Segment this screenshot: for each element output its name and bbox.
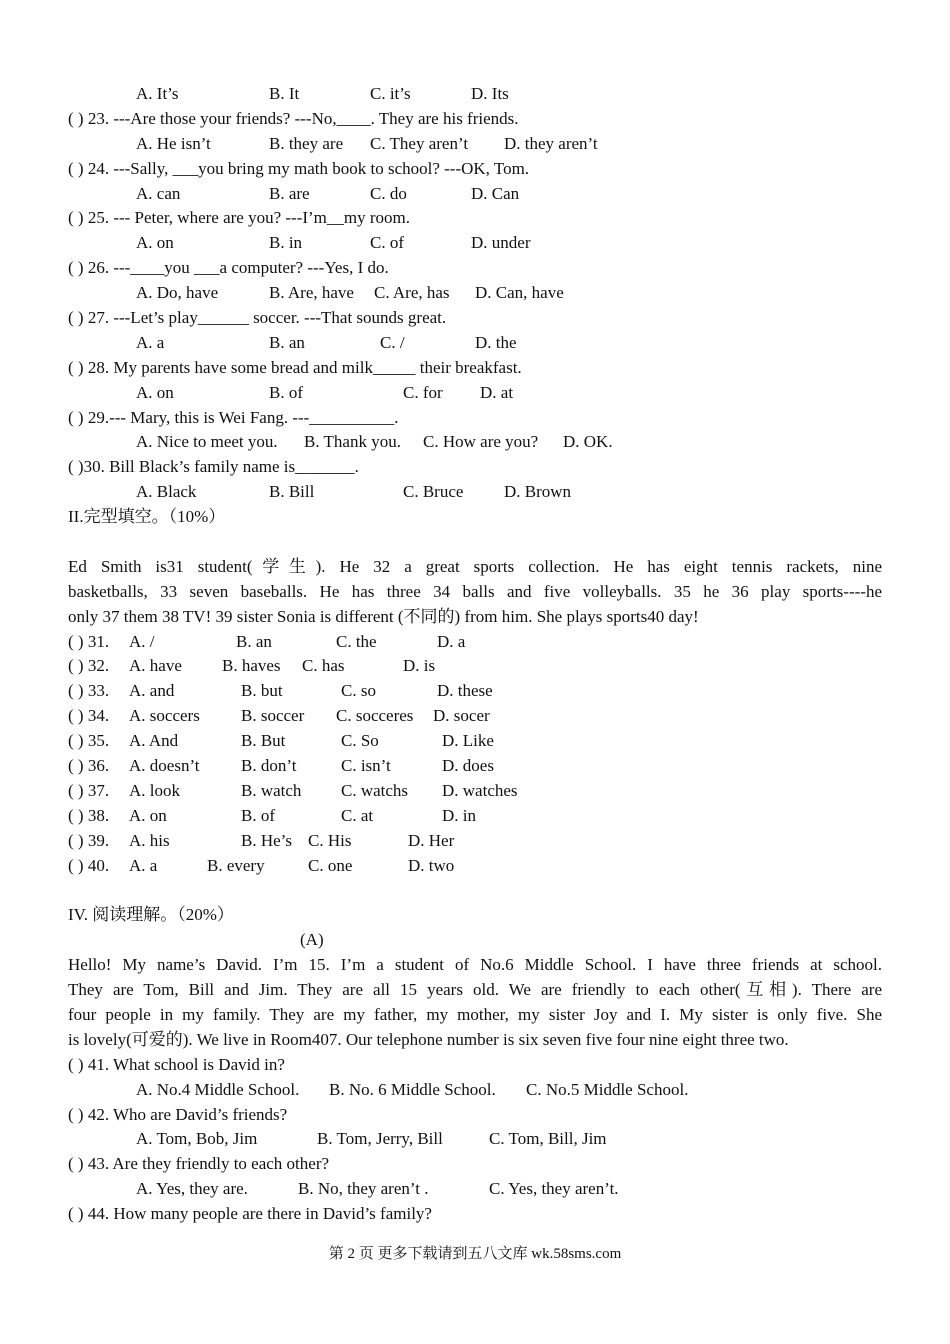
reading-passage-line: They are Tom, Bill and Jim. They are all 15 years old. We are friendly to each other(互相). There are [68, 980, 882, 1000]
question-stem: ( ) 41. What school is David in? [68, 1054, 285, 1074]
option: A. a [136, 332, 165, 352]
option: C. so [341, 681, 376, 701]
option: D. OK. [563, 432, 613, 452]
option: A. No.4 Middle School. [136, 1079, 300, 1099]
question-number: ( ) 37. [68, 780, 110, 800]
option: D. Can, have [475, 283, 564, 303]
cloze-question [68, 729, 882, 754]
option: D. they aren’t [504, 133, 598, 153]
option: B. Bill [269, 482, 315, 502]
option: B. don’t [241, 756, 297, 776]
cloze-question [68, 679, 882, 704]
option: B. an [236, 631, 272, 651]
cloze-question [68, 804, 882, 829]
option: A. It’s [136, 84, 179, 103]
question-options [68, 1078, 882, 1103]
option: C. the [336, 631, 377, 651]
question-stem: ( ) 24. ---Sally, ___you bring my math book to school? ---OK, Tom. [68, 158, 530, 178]
option: D. the [475, 332, 517, 352]
option: B. an [269, 332, 305, 352]
question-number: ( ) 34. [68, 706, 110, 726]
question-stem: ( ) 28. My parents have some bread and milk_____ their breakfast. [68, 357, 522, 377]
option: B. But [241, 731, 286, 751]
option: C. They aren’t [370, 133, 469, 153]
option: A. on [129, 805, 167, 825]
option: A. on [136, 233, 174, 253]
option: B. No, they aren’t . [298, 1179, 429, 1199]
question-options [68, 182, 882, 207]
option: A. Yes, they are. [136, 1179, 248, 1199]
question-stem: ( ) 44. How many people are there in David’s family? [68, 1204, 432, 1224]
option: B. Tom, Jerry, Bill [317, 1129, 443, 1149]
option: A. his [129, 830, 170, 850]
option: B. in [269, 233, 303, 253]
option: D. these [437, 681, 493, 701]
question-stem: ( )30. Bill Black’s family name is_______. [68, 457, 359, 477]
option: B. watch [241, 780, 302, 800]
question-number: ( ) 31. [68, 631, 110, 651]
cloze-question [68, 829, 882, 854]
section-heading-cloze: II.完型填空。（10%） [68, 507, 226, 527]
cloze-passage-line: basketballs, 33 seven baseballs. He has three 34 balls and five volleyballs. 35 he 36 play sports----he [68, 581, 882, 601]
cloze-question [68, 654, 882, 679]
section-heading-reading: IV. 阅读理解。（20%） [68, 905, 234, 925]
question-number: ( ) 40. [68, 855, 110, 875]
cloze-question [68, 754, 882, 779]
option: C. one [308, 855, 353, 875]
question-options [68, 1177, 882, 1202]
option: B. Are, have [269, 283, 354, 303]
option: B. are [269, 183, 310, 203]
option: D. watches [442, 780, 518, 800]
question-number: ( ) 35. [68, 731, 110, 751]
option: B. He’s [241, 830, 292, 850]
option: C. No.5 Middle School. [526, 1079, 689, 1099]
option: A. look [129, 780, 180, 800]
option: C. Are, has [374, 283, 450, 303]
option: D. Brown [504, 482, 572, 502]
reading-passage-line: Hello! My name’s David. I’m 15. I’m a student of No.6 Middle School. I have three friends at school. [68, 955, 882, 975]
question-number: ( ) 38. [68, 805, 110, 825]
option: C. How are you? [423, 432, 539, 452]
q22-options [68, 82, 882, 107]
option: B. every [207, 855, 265, 875]
option: B. No. 6 Middle School. [329, 1079, 496, 1099]
option: D. Its [471, 84, 509, 103]
cloze-question [68, 854, 882, 879]
reading-section-label: (A) [300, 930, 324, 950]
option: B. of [241, 805, 275, 825]
cloze-question [68, 630, 882, 655]
option: B. they are [269, 133, 344, 153]
question-stem: ( ) 25. --- Peter, where are you? ---I’m__my room. [68, 208, 411, 228]
option: A. doesn’t [129, 756, 200, 776]
option: A. / [129, 631, 155, 651]
option: A. and [129, 681, 175, 701]
question-options [68, 231, 882, 256]
question-stem: ( ) 27. ---Let’s play______ soccer. ---That sounds great. [68, 308, 447, 328]
option: C. has [302, 656, 345, 676]
option: C. at [341, 805, 374, 825]
option: A. have [129, 656, 182, 676]
option: B. of [269, 382, 303, 402]
option: D. at [480, 382, 514, 402]
option: D. in [442, 805, 476, 825]
option: D. under [471, 233, 531, 253]
question-stem: ( ) 43. Are they friendly to each other? [68, 1154, 330, 1174]
option: C. So [341, 731, 379, 751]
cloze-passage-line: only 37 them 38 TV! 39 sister Sonia is different (不同的) from him. She plays sports40 day! [68, 606, 699, 626]
option: C. isn’t [341, 756, 391, 776]
option: C. / [380, 332, 405, 352]
cloze-question [68, 779, 882, 804]
question-options [68, 430, 882, 455]
option: D. socer [433, 706, 490, 726]
question-number: ( ) 39. [68, 830, 110, 850]
question-options [68, 381, 882, 406]
question-number: ( ) 36. [68, 756, 110, 776]
option: A. And [129, 731, 179, 751]
option: C. Bruce [403, 482, 464, 502]
option: A. Tom, Bob, Jim [136, 1129, 258, 1149]
option: A. on [136, 382, 174, 402]
exam-page [68, 82, 882, 1227]
option: D. a [437, 631, 466, 651]
option: B. haves [222, 656, 281, 676]
option: D. Like [442, 731, 494, 751]
question-number: ( ) 33. [68, 681, 110, 701]
option: C. Yes, they aren’t. [489, 1179, 619, 1199]
option: C. watchs [341, 780, 409, 800]
option: D. Can [471, 183, 520, 203]
option: C. His [308, 830, 352, 850]
question-stem: ( ) 23. ---Are those your friends? ---No,____. They are his friends. [68, 108, 519, 128]
option: A. can [136, 183, 181, 203]
option: B. but [241, 681, 283, 701]
question-options [68, 480, 882, 505]
option: A. Do, have [136, 283, 219, 303]
question-stem: ( ) 42. Who are David’s friends? [68, 1104, 288, 1124]
option: A. Black [136, 482, 197, 502]
option: B. It [269, 84, 300, 103]
option: B. Thank you. [304, 432, 401, 452]
page-footer: 第 2 页 更多下载请到五八文库 wk.58sms.com [328, 1246, 622, 1262]
option: C. of [370, 233, 404, 253]
question-number: ( ) 32. [68, 656, 110, 676]
option: A. He isn’t [136, 133, 211, 153]
option: A. a [129, 855, 158, 875]
option: C. for [403, 382, 443, 402]
option: C. do [370, 183, 407, 203]
question-options [68, 1127, 882, 1152]
option: C. it’s [370, 84, 411, 103]
option: B. soccer [241, 706, 305, 726]
option: D. two [408, 855, 455, 875]
cloze-question [68, 704, 882, 729]
question-stem: ( ) 26. ---____you ___a computer? ---Yes, I do. [68, 258, 389, 278]
reading-passage-line: is lovely(可爱的). We live in Room407. Our telephone number is six seven five four nine eight three two. [68, 1029, 789, 1049]
option: D. is [403, 656, 436, 676]
option: D. Her [408, 830, 455, 850]
option: A. Nice to meet you. [136, 432, 278, 452]
option: D. does [442, 756, 494, 776]
option: A. soccers [129, 706, 200, 726]
question-options [68, 281, 882, 306]
option: C. Tom, Bill, Jim [489, 1129, 607, 1149]
cloze-passage-line: Ed Smith is31 student(学生). He 32 a great sports collection. He has eight tennis rackets, nine [68, 556, 882, 576]
question-options [68, 132, 882, 157]
reading-passage-line: four people in my family. They are my father, my mother, my sister Joy and I. My sister is only five. She [68, 1004, 882, 1024]
question-stem: ( ) 29.--- Mary, this is Wei Fang. ---__________. [68, 407, 399, 427]
question-options [68, 331, 882, 356]
option: C. socceres [336, 706, 414, 726]
